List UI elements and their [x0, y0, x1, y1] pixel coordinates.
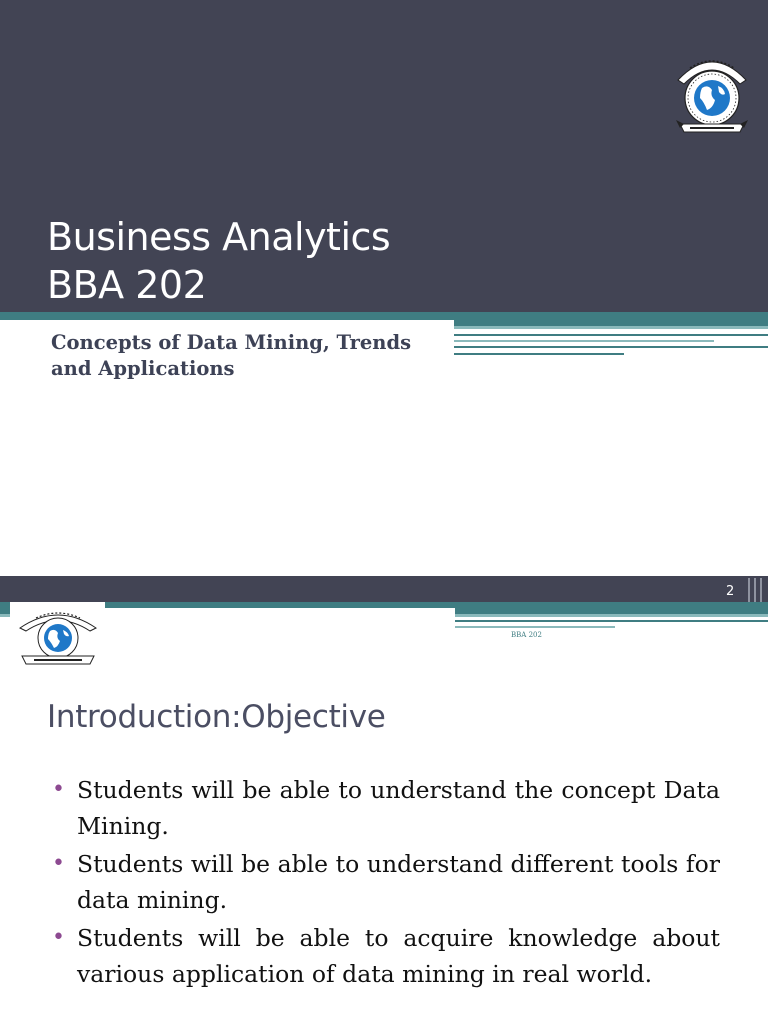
subtitle-line: and Applications: [51, 357, 235, 380]
presentation-title: [47, 213, 390, 309]
decor-stripe: [455, 620, 768, 622]
decor-stripe: [455, 626, 615, 628]
presentation-subtitle: [51, 330, 411, 382]
list-item: [52, 846, 720, 918]
content-slide: [0, 576, 768, 1024]
page-number: 2: [726, 584, 735, 599]
objective-list: [52, 772, 720, 994]
decor-stripe: [454, 346, 768, 348]
list-item-text: Students will be able to understand different tools for data mining.: [77, 850, 720, 914]
bullet-icon: •: [52, 851, 65, 876]
title-line: BBA 202: [47, 263, 207, 307]
divider-line: [754, 578, 756, 602]
decor-stripe: [454, 353, 624, 355]
divider-line: [760, 578, 762, 602]
slide-title: Introduction:Objective: [47, 699, 386, 735]
header-tab: [105, 608, 455, 628]
slide-header-band: [0, 576, 768, 602]
list-item: [52, 920, 720, 992]
divider-line: [748, 578, 750, 602]
decor-stripe: [454, 340, 714, 342]
list-item-text: Students will be able to understand the concept Data Mining.: [77, 776, 720, 840]
bullet-icon: •: [52, 925, 65, 950]
title-line: Business Analytics: [47, 215, 391, 259]
institution-logo-icon: [670, 50, 754, 138]
bullet-icon: •: [52, 777, 65, 802]
subtitle-line: Concepts of Data Mining, Trends: [51, 331, 412, 354]
decor-stripe: [454, 334, 768, 336]
footer-course-label: BBA 202: [511, 631, 542, 639]
institution-logo-icon: [14, 606, 102, 668]
list-item: [52, 772, 720, 844]
list-item-text: Students will be able to acquire knowledge about various application of data mining in real world.: [77, 924, 720, 988]
